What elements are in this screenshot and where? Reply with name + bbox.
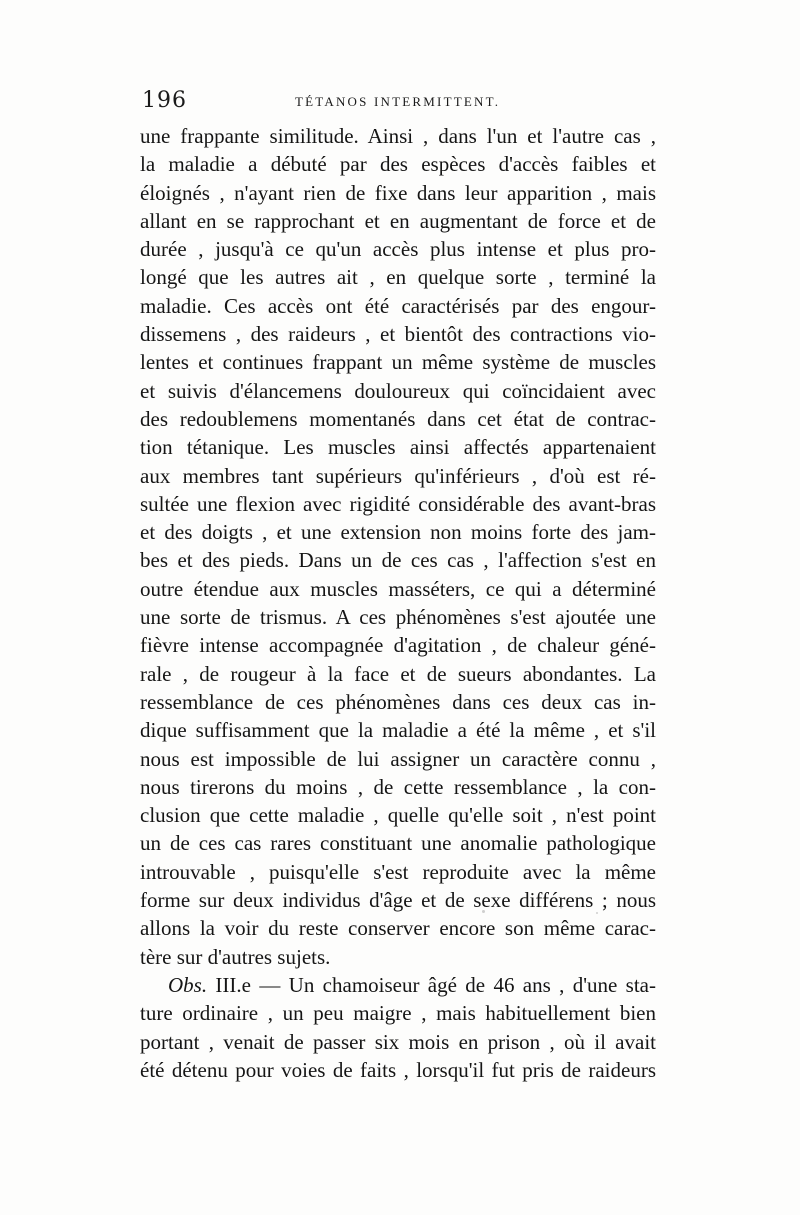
text-line: fièvre intense accompagnée d'agitation , de chaleur géné-	[140, 633, 656, 658]
running-head: TÉTANOS INTERMITTENT.	[295, 94, 501, 109]
text-line: introuvable , puisqu'elle s'est reproduite avec la même	[140, 859, 656, 884]
text-line: sultée une flexion avec rigidité considérable des avant-bras	[140, 491, 656, 516]
text-line: ressemblance de ces phénomènes dans ces deux cas in-	[140, 689, 656, 714]
text-line: portant , venait de passer six mois en prison , où il avait	[140, 1029, 656, 1054]
text-line: bes et des pieds. Dans un de ces cas , l'affection s'est en	[140, 548, 656, 573]
observation-heading-line	[140, 971, 656, 999]
page-header	[140, 88, 655, 118]
text-line: allant en se rapprochant et en augmentant de force et de	[140, 208, 656, 233]
paper-speck	[596, 912, 598, 914]
text-line: allons la voir du reste conserver encore son même carac-	[140, 916, 656, 941]
paper-speck	[560, 905, 562, 909]
text-line: une frappante similitude. Ainsi , dans l'un et l'autre cas ,	[140, 124, 656, 148]
observation-label: Obs.	[168, 972, 208, 997]
text-line: lentes et continues frappant un même système de muscles	[140, 350, 656, 375]
text-line: clusion que cette maladie , quelle qu'elle soit , n'est point	[140, 803, 656, 828]
text-line: une sorte de trismus. A ces phénomènes s'est ajoutée une	[140, 605, 656, 630]
text-line: tère sur d'autres sujets.	[140, 944, 331, 969]
body-text	[140, 122, 656, 1084]
text-line: aux membres tant supérieurs qu'inférieurs , d'où est ré-	[140, 463, 656, 488]
paper-speck	[482, 910, 485, 913]
text-line: la maladie a débuté par des espèces d'accès faibles et	[140, 152, 656, 177]
text-line: éloignés , n'ayant rien de fixe dans leur apparition , mais	[140, 180, 656, 205]
text-line: et des doigts , et une extension non moins forte des jam-	[140, 520, 656, 545]
text-line: été détenu pour voies de faits , lorsqu'il fut pris de raideurs	[140, 1057, 656, 1082]
text-line: et suivis d'élancemens douloureux qui coïncidaient avec	[140, 378, 656, 403]
text-line: ture ordinaire , un peu maigre , mais habituellement bien	[140, 1001, 656, 1026]
text-line: rale , de rougeur à la face et de sueurs abondantes. La	[140, 661, 656, 686]
text-line: durée , jusqu'à ce qu'un accès plus intense et plus pro-	[140, 237, 656, 262]
text-line: outre étendue aux muscles masséters, ce qui a déterminé	[140, 576, 656, 601]
text-line: dique suffisamment que la maladie a été la même , et s'il	[140, 718, 656, 743]
text-line: maladie. Ces accès ont été caractérisés par des engour-	[140, 293, 656, 318]
text-line: nous est impossible de lui assigner un caractère connu ,	[140, 746, 656, 771]
text-line: longé que les autres ait , en quelque sorte , terminé la	[140, 265, 656, 290]
text-line: un de ces cas rares constituant une anomalie pathologique	[140, 831, 656, 856]
observation-text: III.e — Un chamoiseur âgé de 46 ans , d'une sta-	[207, 972, 656, 997]
text-line: nous tirerons du moins , de cette ressemblance , la con-	[140, 774, 656, 799]
text-line: tion tétanique. Les muscles ainsi affectés appartenaient	[140, 435, 656, 460]
text-line: des redoublemens momentanés dans cet état de contrac-	[140, 406, 656, 431]
text-line: forme sur deux individus d'âge et de sexe différens ; nous	[140, 888, 656, 913]
page-number: 196	[142, 88, 187, 113]
text-line: dissemens , des raideurs , et bientôt des contractions vio-	[140, 322, 656, 347]
